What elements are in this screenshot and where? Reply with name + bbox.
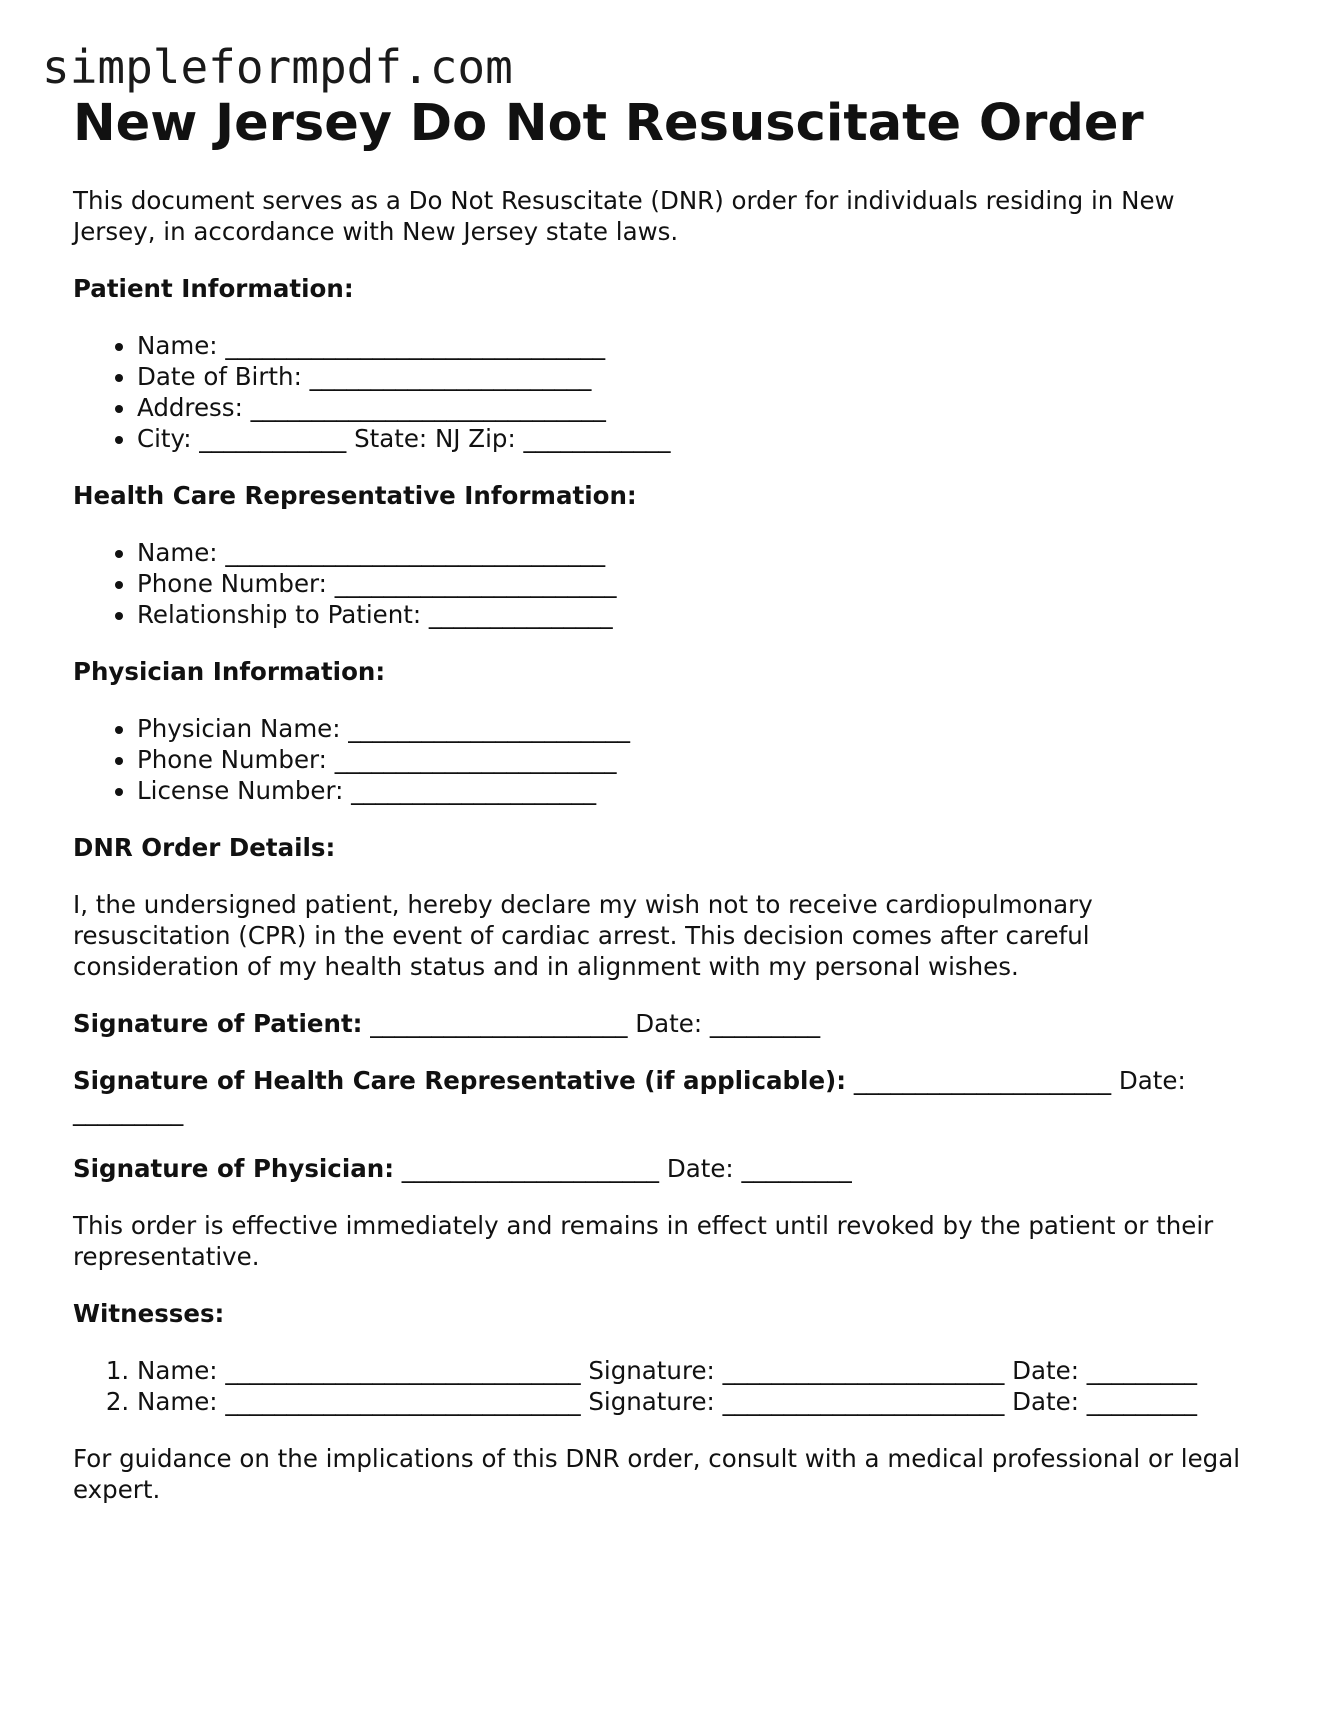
physician-signature-line[interactable] [73,1153,1253,1184]
physician-signature-blank[interactable]: _____________________ Date: _________ [394,1154,852,1183]
representative-signature-line[interactable] [73,1065,1253,1127]
witnesses-list [73,1355,1253,1417]
witness-2-field[interactable]: 2. Name: _____________________________ Signature: _______________________ Date: _________ [137,1386,1253,1417]
patient-signature-blank[interactable]: _____________________ Date: _________ [362,1009,821,1038]
guidance-note: For guidance on the implications of this DNR order, consult with a medical professional or legal expert. [73,1444,1241,1504]
effective-statement: This order is effective immediately and remains in effect until revoked by the patient or their representative. [73,1211,1214,1271]
representative-info-list [73,537,1253,630]
dnr-details-heading: DNR Order Details: [73,833,336,862]
watermark: simpleformpdf.com [42,40,513,94]
patient-info-heading: Patient Information: [73,274,354,303]
patient-city-state-zip-field[interactable]: • City: ____________ State: NJ Zip: ____________ [137,423,1253,454]
representative-signature-blank[interactable]: _____________________ Date: _________ [73,1066,1186,1126]
representative-info-heading: Health Care Representative Information: [73,481,637,510]
physician-phone-field[interactable]: • Phone Number: _______________________ [137,744,1253,775]
witness-1-field[interactable]: 1. Name: _____________________________ Signature: _______________________ Date: _________ [137,1355,1253,1386]
representative-signature-label: Signature of Health Care Representative (if applicable): [73,1066,847,1095]
physician-name-field[interactable]: • Physician Name: _______________________ [137,713,1253,744]
patient-info-list [73,330,1253,454]
patient-name-field[interactable]: • Name: _______________________________ [137,330,1253,361]
intro-paragraph: This document serves as a Do Not Resuscitate (DNR) order for individuals residing in New Jersey, in accordance with New Jersey state laws. [73,186,1175,246]
document-body [73,92,1253,1505]
patient-signature-line[interactable] [73,1008,1253,1039]
representative-phone-field[interactable]: • Phone Number: _______________________ [137,568,1253,599]
physician-license-field[interactable]: • License Number: ____________________ [137,775,1253,806]
patient-dob-field[interactable]: • Date of Birth: _______________________ [137,361,1253,392]
physician-info-list [73,713,1253,806]
patient-address-field[interactable]: • Address: _____________________________ [137,392,1253,423]
page-title: New Jersey Do Not Resuscitate Order [73,94,1144,153]
physician-info-heading: Physician Information: [73,657,386,686]
representative-relationship-field[interactable]: • Relationship to Patient: _______________ [137,599,1253,630]
physician-signature-label: Signature of Physician: [73,1154,395,1183]
witnesses-heading: Witnesses: [73,1299,225,1328]
representative-name-field[interactable]: • Name: _______________________________ [137,537,1253,568]
dnr-details-text: I, the undersigned patient, hereby declare my wish not to receive cardiopulmonary resuscitation (CPR) in the event of cardiac arrest. This decision comes after careful consideration of my health status and in alignment with my personal wishes. [73,890,1093,981]
patient-signature-label: Signature of Patient: [73,1009,363,1038]
